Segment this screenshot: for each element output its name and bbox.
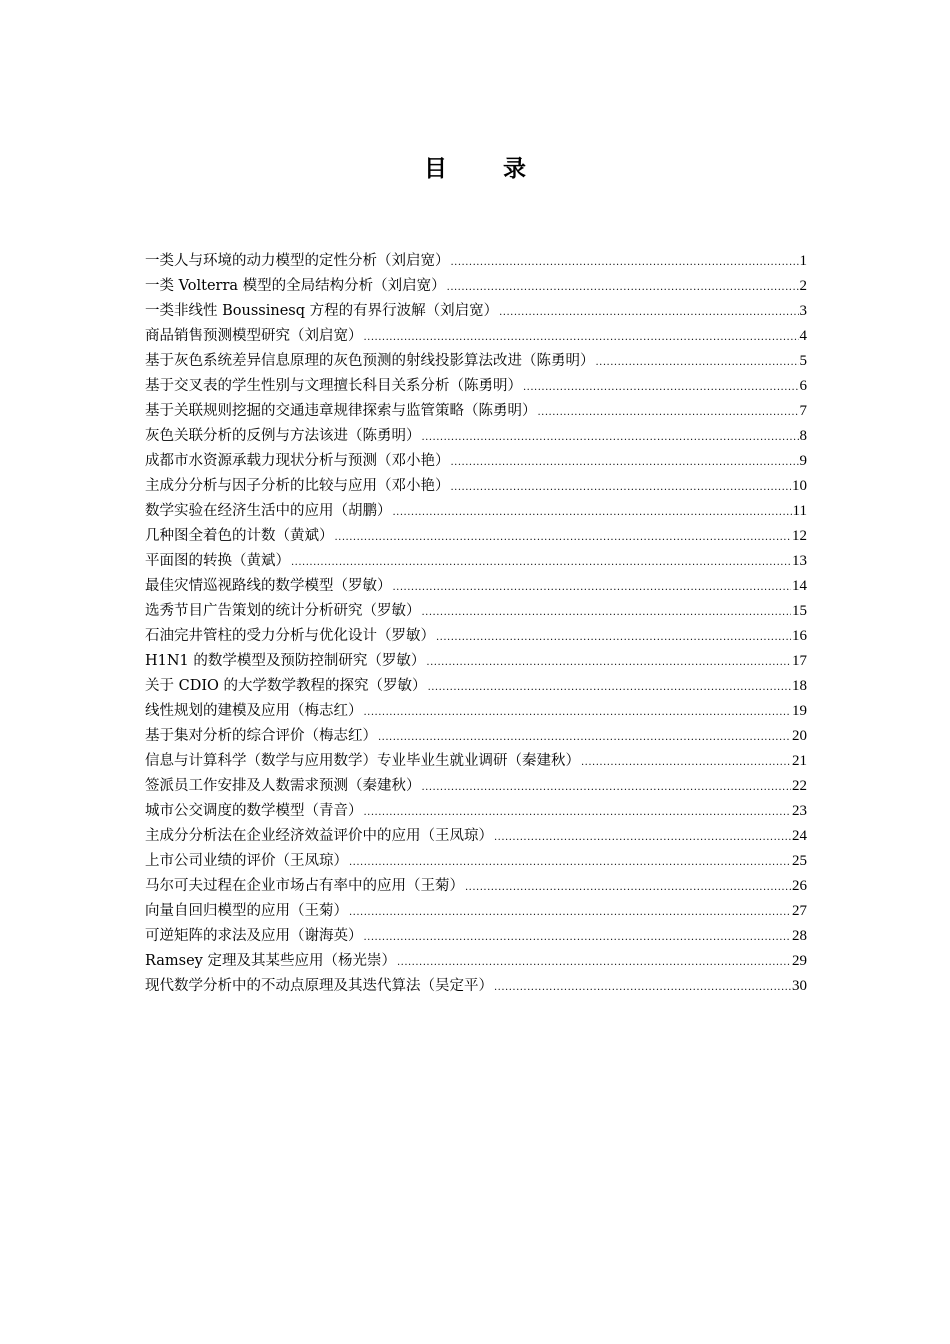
toc-dot-leader: [494, 975, 791, 999]
toc-entry: [145, 699, 807, 724]
toc-entry-page: 11: [792, 503, 807, 519]
toc-entry: [145, 449, 807, 474]
toc-entry-text: 上市公司业绩的评价（王凤琼）: [145, 853, 348, 869]
toc-dot-leader: [393, 575, 792, 599]
toc-entry-page: 9: [799, 453, 807, 469]
toc-entry-page: 18: [792, 678, 807, 694]
toc-entry-text: 灰色关联分析的反例与方法该进（陈勇明）: [145, 428, 421, 444]
toc-entry: [145, 499, 807, 524]
toc-entry-page: 29: [792, 953, 807, 969]
toc-dot-leader: [596, 350, 799, 374]
toc-dot-leader: [397, 950, 791, 974]
toc-entry-page: 20: [792, 728, 807, 744]
toc-dot-leader: [422, 775, 792, 799]
toc-entry-text: 选秀节目广告策划的统计分析研究（罗敏）: [145, 603, 421, 619]
toc-entry: [145, 624, 807, 649]
toc-entry-page: 5: [799, 353, 807, 369]
toc-entry: [145, 599, 807, 624]
toc-entry-page: 13: [792, 553, 807, 569]
toc-entry-text: 基于集对分析的综合评价（梅志红）: [145, 728, 377, 744]
toc-entry: [145, 324, 807, 349]
toc-entry-page: 23: [792, 803, 807, 819]
toc-dot-leader: [426, 650, 791, 674]
toc-dot-leader: [364, 325, 799, 349]
toc-entry: [145, 299, 807, 324]
toc-entry-text: 马尔可夫过程在企业市场占有率中的应用（王菊）: [145, 878, 464, 894]
toc-entry: [145, 524, 807, 549]
toc-entry-text: 最佳灾情巡视路线的数学模型（罗敏）: [145, 578, 392, 594]
toc-dot-leader: [291, 550, 791, 574]
toc-entry-text: 基于关联规则挖掘的交通违章规律探索与监管策略（陈勇明）: [145, 403, 537, 419]
toc-entry-page: 19: [792, 703, 807, 719]
toc-entry: [145, 374, 807, 399]
toc-dot-leader: [428, 675, 791, 699]
toc-entry-text: 商品销售预测模型研究（刘启宽）: [145, 328, 363, 344]
toc-entry-text: 一类人与环境的动力模型的定性分析（刘启宽）: [145, 253, 450, 269]
toc-dot-leader: [465, 875, 791, 899]
toc-entry-text: 主成分分析与因子分析的比较与应用（邓小艳）: [145, 478, 450, 494]
toc-entry-page: 6: [799, 378, 807, 394]
toc-dot-leader: [451, 450, 799, 474]
toc-entry-text: 基于灰色系统差异信息原理的灰色预测的射线投影算法改进（陈勇明）: [145, 353, 595, 369]
toc-entry-page: 24: [792, 828, 807, 844]
toc-entry-text: 主成分分析法在企业经济效益评价中的应用（王凤琼）: [145, 828, 493, 844]
toc-entry: [145, 674, 807, 699]
toc-entry-page: 26: [792, 878, 807, 894]
toc-entry-page: 25: [792, 853, 807, 869]
toc-entry-page: 3: [799, 303, 807, 319]
toc-dot-leader: [393, 500, 792, 524]
toc-entry-text: 几种图全着色的计数（黄斌）: [145, 528, 334, 544]
toc-dot-leader: [364, 700, 792, 724]
toc-entry-text: 线性规划的建模及应用（梅志红）: [145, 703, 363, 719]
toc-entry-page: 12: [792, 528, 807, 544]
toc-entry: [145, 274, 807, 299]
toc-dot-leader: [349, 900, 791, 924]
toc-entry-page: 7: [799, 403, 807, 419]
toc-entry-page: 2: [799, 278, 807, 294]
toc-entry-text: 一类 Volterra 模型的全局结构分析（刘启宽）: [145, 278, 446, 294]
toc-dot-leader: [581, 750, 791, 774]
toc-entry-page: 17: [792, 653, 807, 669]
toc-entry: [145, 824, 807, 849]
toc-entry-page: 10: [792, 478, 807, 494]
toc-entry: [145, 549, 807, 574]
toc-entry: [145, 899, 807, 924]
toc-list: [145, 249, 807, 999]
toc-entry-page: 27: [792, 903, 807, 919]
toc-entry: [145, 724, 807, 749]
toc-entry-text: 向量自回归模型的应用（王菊）: [145, 903, 348, 919]
toc-dot-leader: [349, 850, 791, 874]
toc-entry-text: 一类非线性 Boussinesq 方程的有界行波解（刘启宽）: [145, 303, 499, 319]
toc-dot-leader: [364, 800, 792, 824]
toc-entry-text: 石油完井管柱的受力分析与优化设计（罗敏）: [145, 628, 435, 644]
toc-dot-leader: [451, 475, 792, 499]
toc-dot-leader: [447, 275, 799, 299]
toc-dot-leader: [538, 400, 799, 424]
toc-entry: [145, 749, 807, 774]
toc-entry: [145, 799, 807, 824]
toc-entry-text: 关于 CDIO 的大学数学教程的探究（罗敏）: [145, 678, 427, 694]
toc-entry-page: 28: [792, 928, 807, 944]
toc-entry-text: 签派员工作安排及人数需求预测（秦建秋）: [145, 778, 421, 794]
toc-entry-text: H1N1 的数学模型及预防控制研究（罗敏）: [145, 653, 426, 669]
toc-entry-text: 现代数学分析中的不动点原理及其迭代算法（吴定平）: [145, 978, 493, 994]
toc-entry: [145, 249, 807, 274]
toc-entry-text: 城市公交调度的数学模型（青音）: [145, 803, 363, 819]
toc-entry-page: 15: [792, 603, 807, 619]
toc-entry: [145, 424, 807, 449]
toc-entry-text: 信息与计算科学（数学与应用数学）专业毕业生就业调研（秦建秋）: [145, 753, 580, 769]
toc-entry-page: 16: [792, 628, 807, 644]
toc-title: 目 录: [423, 155, 550, 182]
toc-entry: [145, 574, 807, 599]
toc-entry-text: 可逆矩阵的求法及应用（谢海英）: [145, 928, 363, 944]
toc-entry-page: 14: [792, 578, 807, 594]
toc-dot-leader: [494, 825, 791, 849]
toc-entry: [145, 349, 807, 374]
toc-entry-text: 基于交叉表的学生性别与文理擅长科目关系分析（陈勇明）: [145, 378, 522, 394]
toc-entry: [145, 874, 807, 899]
toc-entry-text: Ramsey 定理及其某些应用（杨光崇）: [145, 953, 396, 969]
toc-entry: [145, 974, 807, 999]
toc-dot-leader: [422, 425, 799, 449]
toc-entry: [145, 649, 807, 674]
toc-entry-page: 22: [792, 778, 807, 794]
toc-entry: [145, 399, 807, 424]
toc-entry-page: 4: [799, 328, 807, 344]
toc-entry-page: 1: [799, 253, 807, 269]
toc-entry-page: 21: [792, 753, 807, 769]
toc-entry: [145, 924, 807, 949]
toc-entry-text: 成都市水资源承载力现状分析与预测（邓小艳）: [145, 453, 450, 469]
toc-entry: [145, 849, 807, 874]
toc-entry-text: 数学实验在经济生活中的应用（胡鹏）: [145, 503, 392, 519]
toc-dot-leader: [364, 925, 792, 949]
toc-dot-leader: [451, 250, 799, 274]
toc-entry: [145, 949, 807, 974]
toc-dot-leader: [523, 375, 799, 399]
toc-dot-leader: [335, 525, 792, 549]
toc-entry: [145, 474, 807, 499]
toc-entry: [145, 774, 807, 799]
toc-dot-leader: [378, 725, 791, 749]
toc-entry-page: 8: [799, 428, 807, 444]
toc-entry-page: 30: [792, 978, 807, 994]
toc-dot-leader: [436, 625, 791, 649]
toc-dot-leader: [499, 300, 798, 324]
toc-dot-leader: [422, 600, 792, 624]
toc-entry-text: 平面图的转换（黄斌）: [145, 553, 290, 569]
